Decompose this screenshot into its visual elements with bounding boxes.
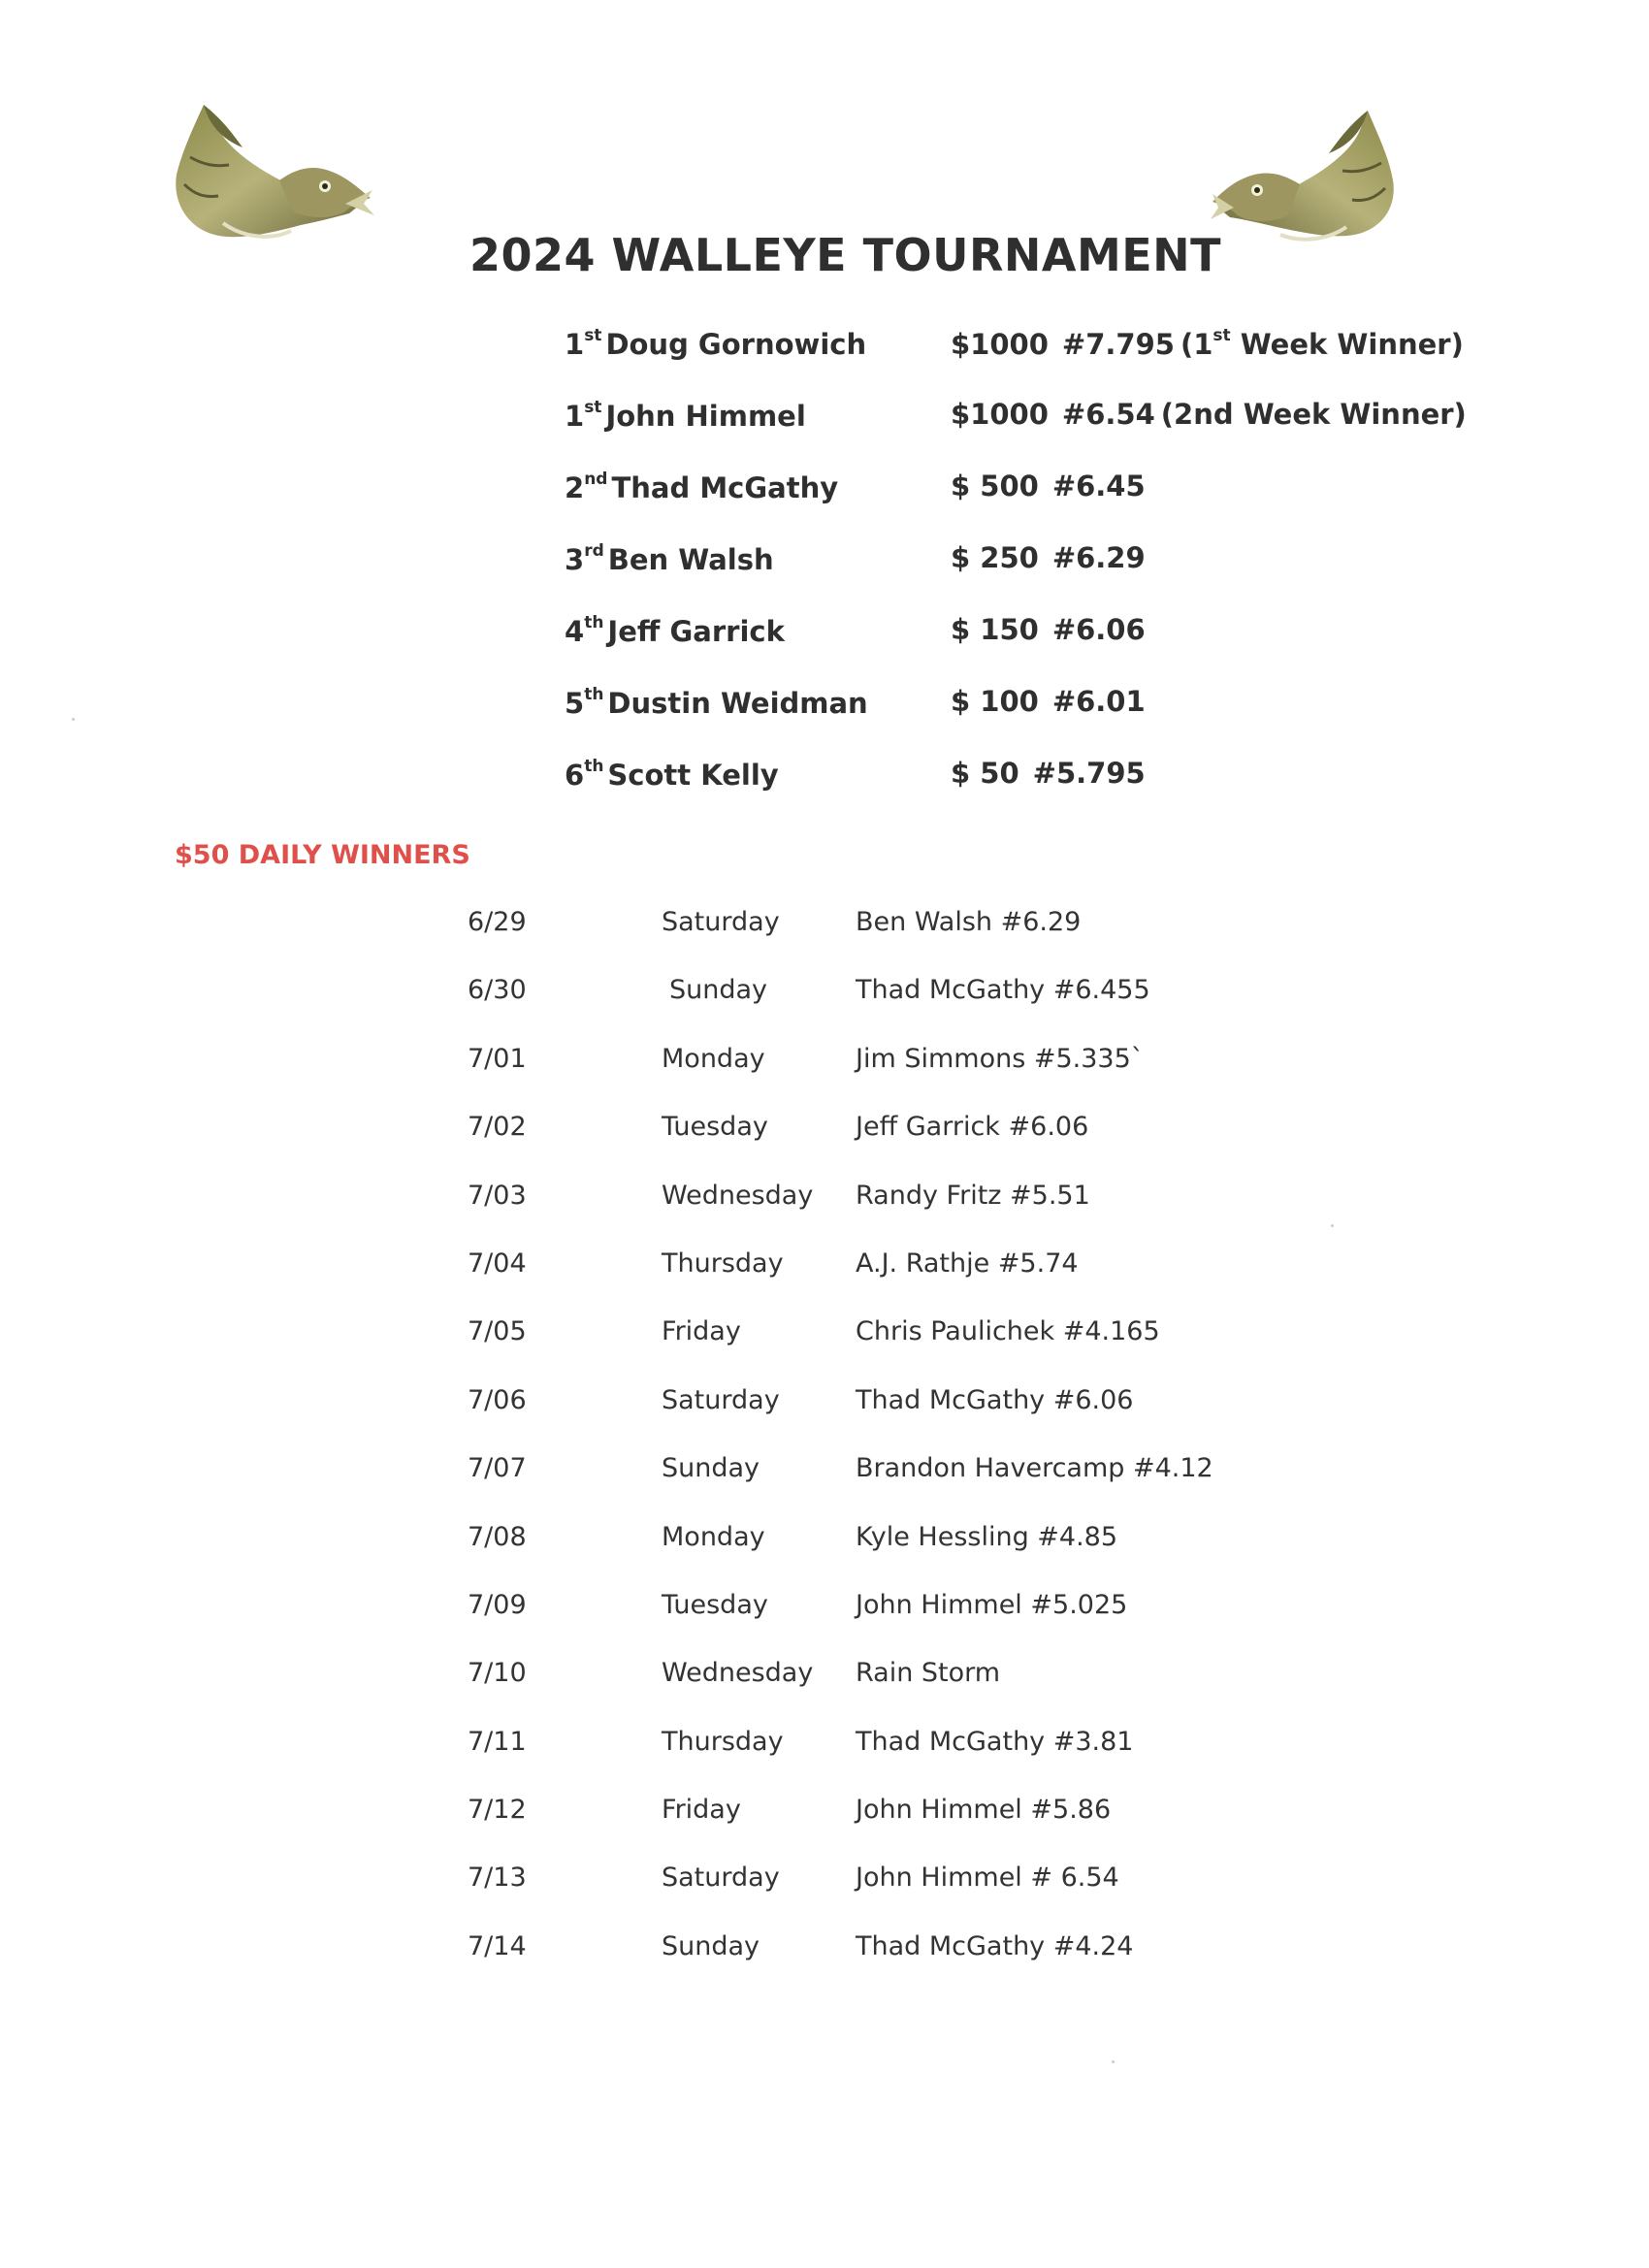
angler-name: Thad McGathy [611, 471, 839, 504]
daily-winner-row [468, 975, 1341, 1043]
walleye-fish-icon [1211, 105, 1405, 260]
weekday: Saturday [662, 907, 780, 937]
result-prize [951, 613, 1146, 646]
weekday: Tuesday [662, 1589, 768, 1620]
winner: Jeff Garrick #6.06 [856, 1112, 1089, 1143]
weekday: Wednesday [662, 1658, 814, 1689]
fish-weight: #6.06 [1051, 613, 1146, 646]
result-row [565, 326, 1535, 398]
winner: Randy Fritz #5.51 [856, 1180, 1090, 1211]
place-number: 3 [565, 543, 585, 576]
winner: John Himmel # 6.54 [856, 1863, 1119, 1894]
angler-name: Doug Gornowich [605, 328, 867, 361]
weekday: Monday [662, 1043, 765, 1074]
date: 7/01 [468, 1043, 527, 1074]
place-number: 1 [565, 400, 585, 433]
winner: Chris Paulichek #4.165 [856, 1316, 1160, 1347]
place-suffix: th [584, 685, 604, 704]
place-suffix: st [584, 398, 602, 417]
prize-amount: $ 100 [951, 685, 1039, 718]
date: 6/30 [468, 975, 527, 1006]
angler-name: Ben Walsh [607, 543, 774, 576]
fish-weight: #6.01 [1051, 685, 1146, 718]
fish-weight: #6.45 [1051, 470, 1146, 502]
place-suffix: nd [584, 470, 608, 489]
tournament-results [565, 326, 1535, 828]
angler-name: Scott Kelly [607, 759, 779, 792]
daily-winner-row [468, 1863, 1341, 1930]
result-note: (1 [1180, 328, 1213, 361]
weekday: Sunday [669, 975, 768, 1006]
daily-winner-row [468, 1522, 1341, 1590]
winner: John Himmel #5.86 [856, 1795, 1112, 1826]
angler-name: Jeff Garrick [607, 615, 785, 648]
weekday: Sunday [662, 1930, 760, 1961]
date: 7/04 [468, 1247, 527, 1279]
weekday: Saturday [662, 1384, 780, 1415]
weekday: Thursday [662, 1247, 784, 1279]
result-row [565, 470, 1535, 541]
date: 6/29 [468, 907, 527, 937]
winner: A.J. Rathje #5.74 [856, 1247, 1079, 1279]
scan-speck [1331, 1224, 1334, 1227]
daily-winner-row [468, 1795, 1341, 1863]
result-place [565, 757, 779, 792]
winner: John Himmel #5.025 [856, 1589, 1128, 1620]
result-prize [951, 326, 1464, 361]
date: 7/11 [468, 1726, 527, 1757]
weekday: Friday [662, 1316, 741, 1347]
result-row [565, 685, 1535, 757]
daily-winners-heading: $50 DAILY WINNERS [175, 840, 470, 870]
scan-speck [1112, 2060, 1115, 2063]
daily-winner-row [468, 1658, 1341, 1726]
date: 7/06 [468, 1384, 527, 1415]
place-suffix: st [584, 326, 602, 345]
result-place [565, 685, 868, 720]
weekday: Thursday [662, 1726, 784, 1757]
date: 7/05 [468, 1316, 527, 1347]
place-suffix: rd [584, 541, 604, 561]
daily-winners-list [468, 907, 1341, 1999]
place-number: 1 [565, 328, 585, 361]
result-prize [951, 470, 1146, 502]
result-row [565, 757, 1535, 828]
prize-amount: $1000 [951, 398, 1049, 431]
winner: Ben Walsh #6.29 [856, 907, 1082, 937]
place-suffix: th [584, 757, 604, 776]
prize-amount: $ 150 [951, 613, 1039, 646]
date: 7/14 [468, 1930, 527, 1961]
daily-winner-row [468, 1248, 1341, 1316]
date: 7/08 [468, 1521, 527, 1552]
place-number: 5 [565, 687, 585, 720]
result-place [565, 326, 866, 361]
scan-speck [72, 718, 75, 721]
daily-winner-row [468, 1727, 1341, 1795]
daily-winner-row [468, 1931, 1341, 1999]
date: 7/03 [468, 1180, 527, 1211]
fish-weight: #6.54 [1061, 398, 1155, 431]
result-place [565, 613, 785, 648]
weekday: Tuesday [662, 1112, 768, 1143]
weekday: Wednesday [662, 1180, 814, 1211]
result-prize [951, 685, 1146, 718]
place-number: 4 [565, 615, 585, 648]
weekday: Saturday [662, 1863, 780, 1894]
result-place [565, 398, 806, 433]
daily-winner-row [468, 1316, 1341, 1384]
weekday: Friday [662, 1795, 741, 1826]
daily-winner-row [468, 1112, 1341, 1180]
winner: Jim Simmons #5.335` [856, 1043, 1145, 1074]
result-prize [951, 398, 1467, 431]
fish-weight: #5.795 [1032, 757, 1146, 790]
angler-name: John Himmel [605, 400, 806, 433]
result-row [565, 398, 1535, 470]
prize-amount: $ 50 [951, 757, 1019, 790]
winner: Kyle Hessling #4.85 [856, 1521, 1118, 1552]
date: 7/10 [468, 1658, 527, 1689]
daily-winner-row [468, 1590, 1341, 1658]
winner: Thad McGathy #4.24 [856, 1930, 1134, 1961]
result-note-suffix: st [1212, 326, 1231, 345]
daily-winner-row [468, 1453, 1341, 1521]
angler-name: Dustin Weidman [607, 687, 868, 720]
weekday: Monday [662, 1521, 765, 1552]
date: 7/12 [468, 1795, 527, 1826]
result-row [565, 541, 1535, 613]
place-number: 2 [565, 471, 585, 504]
place-suffix: th [584, 613, 604, 632]
prize-amount: $1000 [951, 328, 1049, 361]
winner: Thad McGathy #6.06 [856, 1384, 1134, 1415]
result-note: (2nd Week Winner) [1160, 398, 1467, 431]
date: 7/07 [468, 1453, 527, 1484]
daily-winner-row [468, 1044, 1341, 1112]
result-place [565, 470, 838, 504]
daily-winner-row [468, 907, 1341, 975]
prize-amount: $ 500 [951, 470, 1039, 502]
result-row [565, 613, 1535, 685]
result-prize [951, 541, 1146, 574]
fish-weight: #7.795 [1061, 328, 1175, 361]
result-note-end: Week Winner) [1230, 328, 1464, 361]
prize-amount: $ 250 [951, 541, 1039, 574]
weekday: Sunday [662, 1453, 760, 1484]
date: 7/13 [468, 1863, 527, 1894]
daily-winner-row [468, 1385, 1341, 1453]
result-prize [951, 757, 1146, 790]
result-place [565, 541, 774, 576]
date: 7/09 [468, 1589, 527, 1620]
winner: Brandon Havercamp #4.12 [856, 1453, 1213, 1484]
place-number: 6 [565, 759, 585, 792]
walleye-fish-icon [165, 97, 378, 262]
page-title: 2024 WALLEYE TOURNAMENT [469, 229, 1222, 281]
winner: Rain Storm [856, 1658, 1001, 1689]
winner: Thad McGathy #3.81 [856, 1726, 1134, 1757]
winner: Thad McGathy #6.455 [856, 975, 1150, 1006]
date: 7/02 [468, 1112, 527, 1143]
daily-winner-row [468, 1181, 1341, 1248]
fish-weight: #6.29 [1051, 541, 1146, 574]
